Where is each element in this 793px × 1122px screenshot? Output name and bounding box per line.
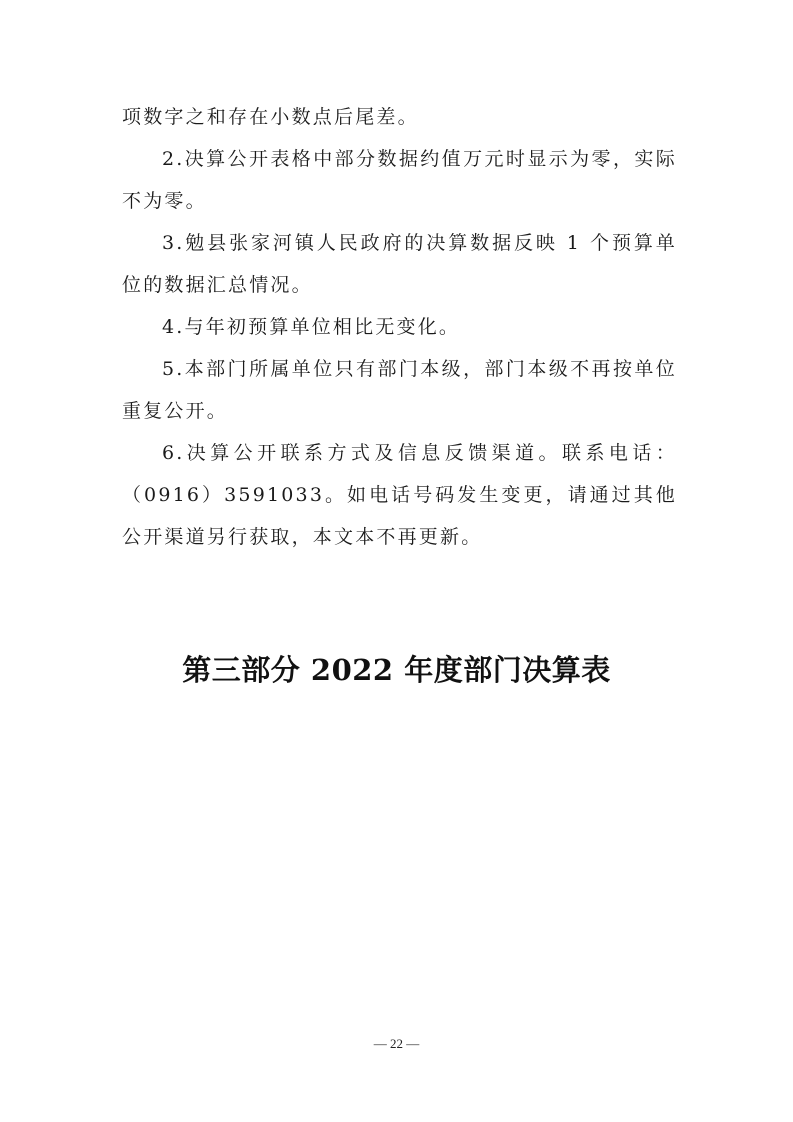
paragraph-note-3: 3.勉县张家河镇人民政府的决算数据反映 1 个预算单位的数据汇总情况。	[122, 232, 677, 296]
page-number: — 22 —	[373, 1036, 420, 1051]
paragraph-continued: 项数字之和存在小数点后尾差。	[122, 106, 419, 128]
paragraph-note-6: 6.决算公开联系方式及信息反馈渠道。联系电话：（0916）3591033。如电话号码发生变更，请通过其他公开渠道另行获取，本文本不再更新。	[122, 442, 677, 548]
paragraph-note-4: 4.与年初预算单位相比无变化。	[162, 316, 461, 338]
paragraph-note-2: 2.决算公开表格中部分数据约值万元时显示为零，实际不为零。	[122, 148, 677, 212]
notes-text-block	[122, 96, 677, 558]
section-heading: 第三部分 2022 年度部门决算表	[182, 653, 611, 687]
paragraph-note-5: 5.本部门所属单位只有部门本级，部门本级不再按单位重复公开。	[122, 358, 677, 422]
